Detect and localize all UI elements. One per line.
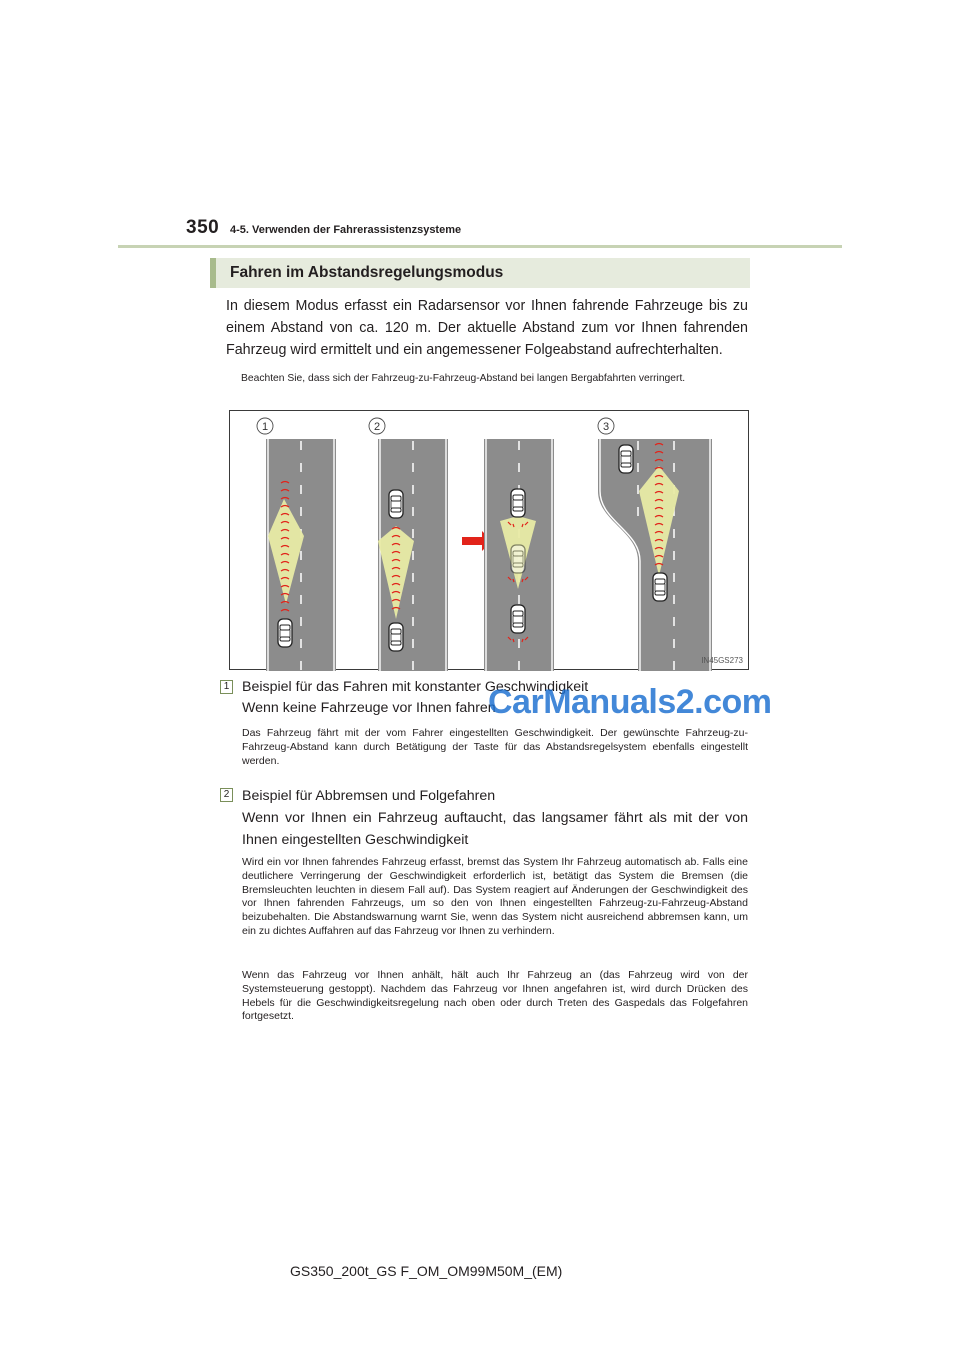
road-scene-4 xyxy=(598,439,712,671)
scene-label-3-text: 3 xyxy=(602,421,610,433)
item-2-title xyxy=(242,785,748,851)
scene-label-1-text: 1 xyxy=(261,421,269,433)
item-2-title-line2: Wenn vor Ihnen ein Fahrzeug auftaucht, das langsamer fährt als mit der von Ihnen eingestellten Geschwindigkeit xyxy=(242,810,748,848)
illustration xyxy=(229,410,749,670)
lead-car-3 xyxy=(511,489,525,517)
section-header xyxy=(210,258,750,288)
own-car-3-ghost xyxy=(511,545,525,573)
footer-code: GS350_200t_GS F_OM_OM99M50M_(EM) xyxy=(290,1263,563,1279)
item-number-2: 2 xyxy=(220,788,233,802)
header-rule xyxy=(118,245,842,248)
note-paragraph: Beachten Sie, dass sich der Fahrzeug-zu-Fahrzeug-Abstand bei langen Bergabfahrten verringert. xyxy=(241,373,686,384)
item-2-title-line1: Beispiel für Abbremsen und Folgefahren xyxy=(242,788,496,804)
intro-paragraph: In diesem Modus erfasst ein Radarsensor vor Ihnen fahrende Fahrzeuge bis zu einem Abstand von ca. 120 m. Der aktuelle Abstand zum vor Ihnen fahrenden Fahrzeug wird ermittelt und ein angemessener Folgeabstand aufrechterhalten. xyxy=(226,298,748,358)
merging-car-4 xyxy=(619,445,633,473)
watermark-logo: CarManuals2.com xyxy=(488,683,772,721)
section-title: Fahren im Abstandsregelungsmodus xyxy=(230,264,504,281)
chapter-title: 4-5. Verwenden der Fahrerassistenzsysteme xyxy=(230,224,462,236)
item-2-body-continued: Wenn das Fahrzeug vor Ihnen anhält, hält auch Ihr Fahrzeug an (das Fahrzeug wird von der Systemsteuerung gestoppt). Nachdem das Fahrzeug vor Ihnen angefahren ist, wird durch Drücken des Hebels für die Geschwindigkeitsregelung nach oben oder durch Treten des Gaspedals das Folgefahren fortgesetzt. xyxy=(242,969,748,1023)
scene-label-2 xyxy=(369,418,385,434)
illustration-svg xyxy=(230,411,750,671)
item-2-body: Wird ein vor Ihnen fahrendes Fahrzeug erfasst, bremst das System Ihr Fahrzeug automatisch ab. Falls eine deutlichere Verringerung der Geschwindigkeit erforderlich ist, betätigt das System die Bremsen (die Bremsleuchten leuchten in diesem Fall auf). Das System reagiert auf Änderungen der Geschwindigkeit des vor Ihnen fahrenden Fahrzeugs, um so den von Ihnen eingestellten Fahrzeug-zu-Fahrzeug-Abstand beizubehalten. Die Abstandswarnung warnt Sie, wenn das System nicht ausreichend abbremsen kann, um ein zu dichtes Auffahren auf das Fahrzeug vor Ihnen zu verhindern. xyxy=(242,856,748,937)
item-1-title-line1: Beispiel für das Fahren mit konstanter Geschwindigkeit xyxy=(242,679,589,695)
scene-label-2-text: 2 xyxy=(373,421,381,433)
road-scene-1 xyxy=(266,439,336,671)
own-car-4 xyxy=(653,573,667,601)
lead-car-2 xyxy=(389,490,403,518)
road-scene-3 xyxy=(484,439,554,671)
item-1-title-line2: Wenn keine Fahrzeuge vor Ihnen fahren xyxy=(242,700,496,716)
item-number-1: 1 xyxy=(220,680,233,694)
own-car-1 xyxy=(278,619,292,647)
page-number: 350 xyxy=(186,217,220,238)
item-1-body: Das Fahrzeug fährt mit der vom Fahrer eingestellten Geschwindigkeit. Der gewünschte Fahrzeug-zu-Fahrzeug-Abstand kann durch Betätigung der Taste für das Abstandsregelsystem ebenfalls eingestellt werden. xyxy=(242,727,748,767)
own-car-3 xyxy=(511,605,525,633)
figure-code: IN45GS273 xyxy=(701,656,743,665)
own-car-2 xyxy=(389,623,403,651)
scene-label-1 xyxy=(257,418,273,434)
road-scene-2 xyxy=(378,439,448,671)
scene-label-3 xyxy=(598,418,614,434)
